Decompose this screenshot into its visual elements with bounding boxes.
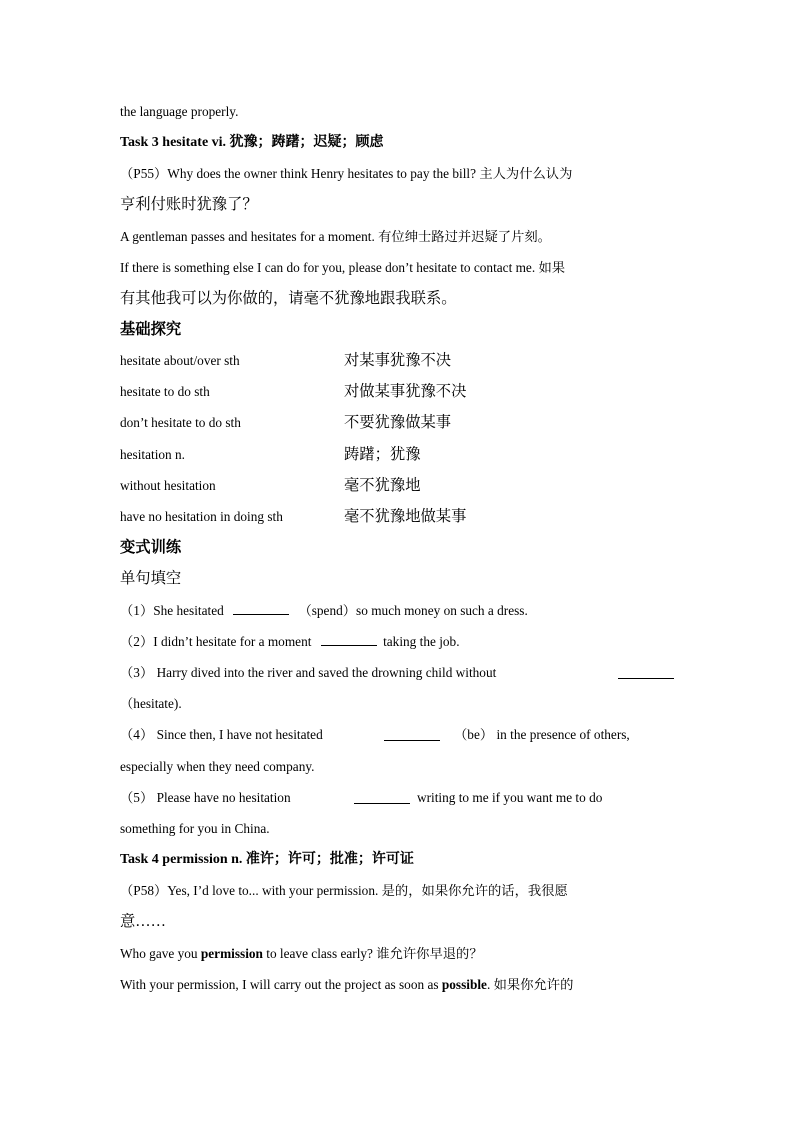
- task3-heading: Task 3 hesitate vi. 犹豫；踌躇；迟疑；顾虑: [120, 135, 384, 150]
- basics-row-chinese: 对某事犹豫不决: [344, 352, 452, 369]
- basics-row-chinese: 踌躇；犹豫: [344, 446, 421, 463]
- question-4-text-b: （be） in the presence of others,: [454, 727, 630, 742]
- question-4-line-1: [120, 725, 674, 745]
- task4-example-3-keyword: possible: [441, 977, 487, 992]
- basics-row-chinese: 不要犹豫做某事: [344, 414, 452, 431]
- basics-row: [120, 445, 674, 465]
- question-5-blank[interactable]: [354, 791, 410, 804]
- question-3-blank[interactable]: [618, 666, 674, 679]
- task4-example-2-keyword: permission: [200, 946, 263, 961]
- basics-row: [120, 351, 674, 371]
- question-4-line-2: especially when they need company.: [120, 759, 315, 774]
- task3-example-3-line-1: If there is something else I can do for you, please don’t hesitate to contact me. 如果: [120, 260, 566, 275]
- task4-example-3-text-a: With your permission, I will carry out the project as soon as: [120, 977, 442, 992]
- question-2-text-a: （2）I didn’t hesitate for a moment: [120, 634, 312, 649]
- basics-row: [120, 507, 674, 527]
- question-1-text-b: （spend）so much money on such a dress.: [298, 603, 528, 618]
- question-2-text-b: taking the job.: [383, 634, 460, 649]
- task4-example-2: [120, 944, 674, 964]
- task4-example-2-text-b: to leave class early? 谁允许你早退的？: [262, 946, 483, 961]
- task4-example-1-line-1: （P58）Yes, I’d love to... with your permission. 是的，如果你允许的话，我很愿: [120, 883, 568, 898]
- task4-heading: Task 4 permission n. 准许；许可；批准；许可证: [120, 852, 414, 867]
- question-5-line-2: something for you in China.: [120, 821, 270, 836]
- basics-row-english: hesitate about/over sth: [120, 353, 240, 368]
- practice-heading: 变式训练: [120, 539, 182, 556]
- basics-row-chinese: 毫不犹豫地做某事: [344, 508, 467, 525]
- question-1: [120, 601, 674, 621]
- basics-row-english: have no hesitation in doing sth: [120, 509, 283, 524]
- task3-example-1-line-1: （P55）Why does the owner think Henry hesitates to pay the bill? 主人为什么认为: [120, 166, 573, 181]
- basics-row-chinese: 对做某事犹豫不决: [344, 383, 467, 400]
- basics-row: [120, 413, 674, 433]
- basics-row-english: hesitation n.: [120, 447, 185, 462]
- question-3-text: （3） Harry dived into the river and saved the drowning child without: [120, 665, 497, 680]
- task4-example-2-text-a: Who gave you: [120, 946, 201, 961]
- basics-row: [120, 382, 674, 402]
- basics-row-english: don’t hesitate to do sth: [120, 415, 241, 430]
- question-5-text-b: writing to me if you want me to do: [417, 790, 603, 805]
- task4-example-3-text-b: . 如果你允许的: [486, 977, 574, 992]
- task3-example-2: A gentleman passes and hesitates for a moment. 有位绅士路过并迟疑了片刻。: [120, 229, 551, 244]
- intro-line: the language properly.: [120, 104, 239, 119]
- basics-heading: 基础探究: [120, 321, 182, 338]
- question-3-line-2: （hesitate).: [120, 696, 182, 711]
- question-4-blank[interactable]: [384, 728, 440, 741]
- task4-example-3: [120, 975, 674, 995]
- basics-row-english: without hesitation: [120, 478, 216, 493]
- basics-row-chinese: 毫不犹豫地: [344, 477, 421, 494]
- basics-row-english: hesitate to do sth: [120, 384, 210, 399]
- question-2-blank[interactable]: [321, 633, 377, 646]
- basics-row: [120, 476, 674, 496]
- task3-example-1-line-2: 亨利付账时犹豫了？: [120, 196, 258, 213]
- task4-example-1-line-2: 意……: [120, 913, 166, 930]
- task3-example-3-line-2: 有其他我可以为你做的，请毫不犹豫地跟我联系。: [120, 290, 457, 307]
- question-5-text-a: （5） Please have no hesitation: [120, 790, 291, 805]
- practice-subheading: 单句填空: [120, 570, 182, 587]
- question-1-text-a: （1）She hesitated: [120, 603, 224, 618]
- question-1-blank[interactable]: [233, 602, 289, 615]
- question-3-line-1: [120, 663, 674, 683]
- question-4-text-a: （4） Since then, I have not hesitated: [120, 727, 323, 742]
- question-2: [120, 632, 674, 652]
- question-5-line-1: [120, 788, 674, 808]
